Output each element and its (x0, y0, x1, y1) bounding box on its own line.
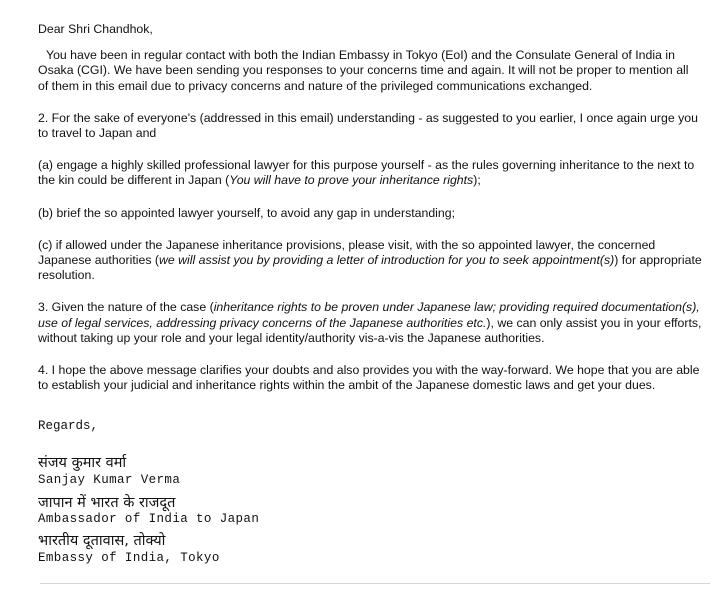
signature-office: Embassy of India, Tokyo (38, 551, 220, 565)
paragraph-c-end: ) for appropriate resolution. (38, 253, 702, 283)
paragraph-c-text: (c) if allowed under the Japanese inheritance provisions, please visit, with the so appointed lawyer, the concerned Japanese authorities ( (38, 237, 656, 268)
letter-body (38, 22, 702, 410)
paragraph-b: (b) brief the so appointed lawyer yourself, to avoid any gap in understanding; (38, 205, 455, 220)
paragraph-a-italic: You will have to prove your inheritance rights (229, 173, 474, 188)
paragraph-2: 2. For the sake of everyone's (addressed in this email) understanding - as suggested to you earlier, I once again urge you to travel to Japan and (38, 110, 698, 141)
regards: Regards, (38, 419, 99, 433)
signature-title-hindi: जापान में भारत के राजदूत (38, 495, 176, 511)
signature-name-hindi: संजय कुमार वर्मा (38, 455, 127, 471)
signature-office-hindi: भारतीय दूतावास, तोक्यो (38, 533, 166, 549)
signature-title: Ambassador of India to Japan (38, 512, 260, 526)
paragraph-3 (38, 300, 702, 346)
paragraph-3-italic: inheritance rights to be proven under Japanese law; providing required documentation(s), use of legal services, addressing privacy concerns of the Japanese authorities etc. (38, 300, 700, 330)
signature-name: Sanjay Kumar Verma (38, 473, 181, 487)
paragraph-a-end: ); (473, 173, 481, 188)
bottom-divider (40, 583, 710, 584)
paragraph-1: You have been in regular contact with both the Indian Embassy in Tokyo (EoI) and the Consulate General of India in Osaka (CGI). We have been sending you responses to your concerns time and again. It will not be proper to mention all of them in this email due to privacy concerns and nature of the privileged communications exchanged. (38, 48, 689, 93)
paragraph-3-text: 3. Given the nature of the case ( (38, 300, 214, 315)
salutation: Dear Shri Chandhok, (38, 22, 153, 36)
paragraph-3-end: ), we can only assist you in your efforts, without taking up your role and your legal identity/authority vis-a-vis the Japanese authorities. (38, 315, 702, 345)
paragraph-a-text: (a) engage a highly skilled professional lawyer for this purpose yourself - as the rules governing inheritance to the next to the kin could be different in Japan ( (38, 158, 695, 188)
paragraph-c (38, 238, 702, 284)
paragraph-4: 4. I hope the above message clarifies your doubts and also provides you with the way-forward. We hope that you are able to establish your judicial and inheritance rights within the ambit of the Japanese domestic laws and get your dues. (38, 363, 700, 393)
paragraph-a (38, 158, 702, 188)
paragraph-c-italic: we will assist you by providing a letter of introduction for you to seek appointment(s) (159, 253, 615, 268)
